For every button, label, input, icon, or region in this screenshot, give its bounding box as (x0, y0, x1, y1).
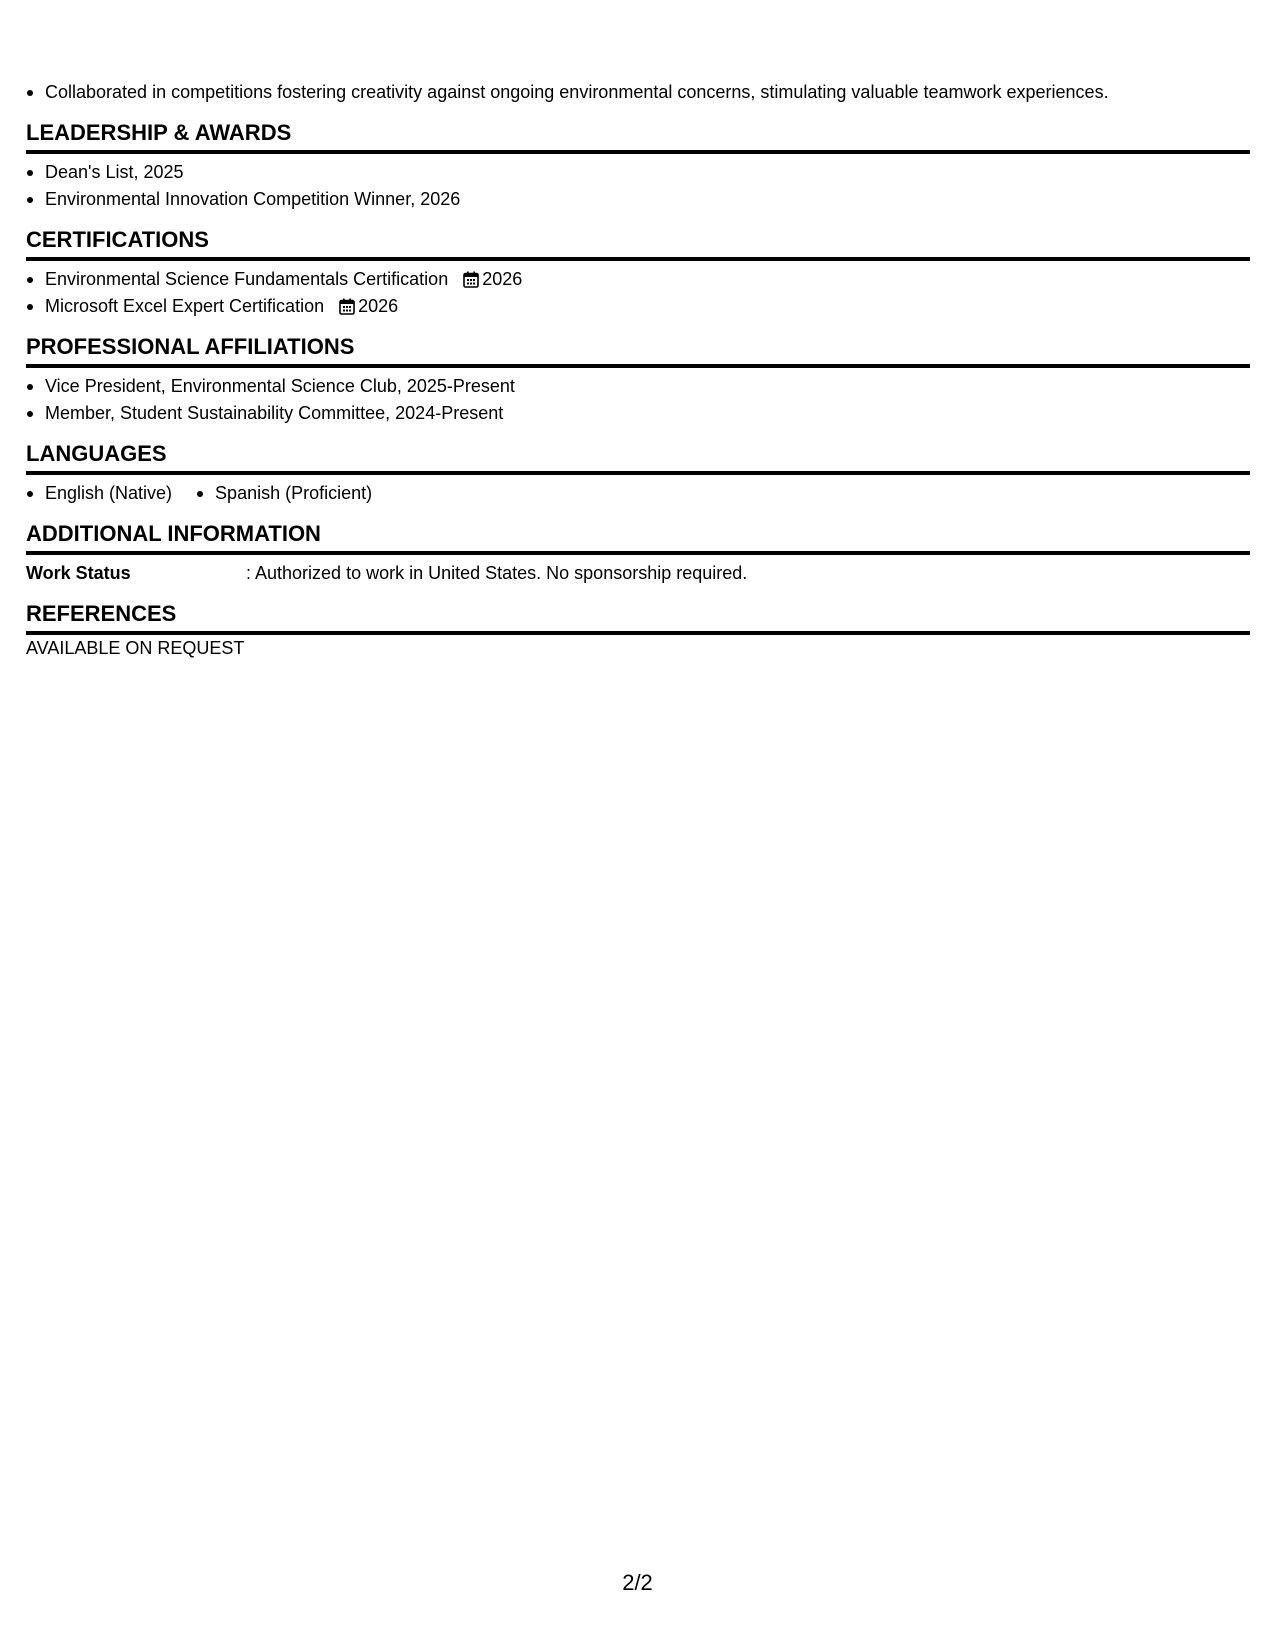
section-title: CERTIFICATIONS (26, 227, 1250, 261)
language-item: English (Native) (26, 480, 172, 507)
languages-section (26, 441, 1250, 507)
certifications-list (26, 266, 1250, 320)
experience-bullets (26, 79, 1250, 106)
page-number: 2/2 (622, 1570, 653, 1595)
calendar-icon (463, 271, 479, 288)
leadership-section (26, 120, 1250, 213)
list-item (26, 293, 1250, 320)
section-title: PROFESSIONAL AFFILIATIONS (26, 334, 1250, 368)
list-item: Dean's List, 2025 (26, 159, 1250, 186)
section-title: LEADERSHIP & AWARDS (26, 120, 1250, 154)
list-item: Collaborated in competitions fostering creativity against ongoing environmental concerns, stimulating valuable teamwork experiences. (26, 79, 1250, 106)
certification-name: Environmental Science Fundamentals Certification (45, 269, 449, 289)
list-item: Vice President, Environmental Science Club, 2025-Present (26, 373, 1250, 400)
list-item (26, 266, 1250, 293)
section-title: ADDITIONAL INFORMATION (26, 521, 1250, 555)
affiliations-list (26, 373, 1250, 427)
references-section (26, 601, 1250, 662)
certification-year: 2026 (482, 269, 523, 289)
section-title: REFERENCES (26, 601, 1250, 635)
work-status-label: Work Status (26, 563, 131, 583)
languages-list (26, 480, 1250, 507)
affiliations-section (26, 334, 1250, 427)
leadership-list (26, 159, 1250, 213)
list-item: Environmental Innovation Competition Winner, 2026 (26, 186, 1250, 213)
certifications-section (26, 227, 1250, 320)
work-status-row (26, 560, 1250, 587)
section-title: LANGUAGES (26, 441, 1250, 475)
work-status-value: : Authorized to work in United States. No sponsorship required. (246, 563, 748, 583)
calendar-icon (339, 298, 355, 315)
language-item: Spanish (Proficient) (196, 480, 372, 507)
references-text: AVAILABLE ON REQUEST (26, 638, 245, 658)
certification-year: 2026 (358, 296, 399, 316)
additional-information-section (26, 521, 1250, 587)
list-item: Member, Student Sustainability Committee, 2024-Present (26, 400, 1250, 427)
certification-name: Microsoft Excel Expert Certification (45, 296, 325, 316)
resume-page (26, 0, 1250, 662)
